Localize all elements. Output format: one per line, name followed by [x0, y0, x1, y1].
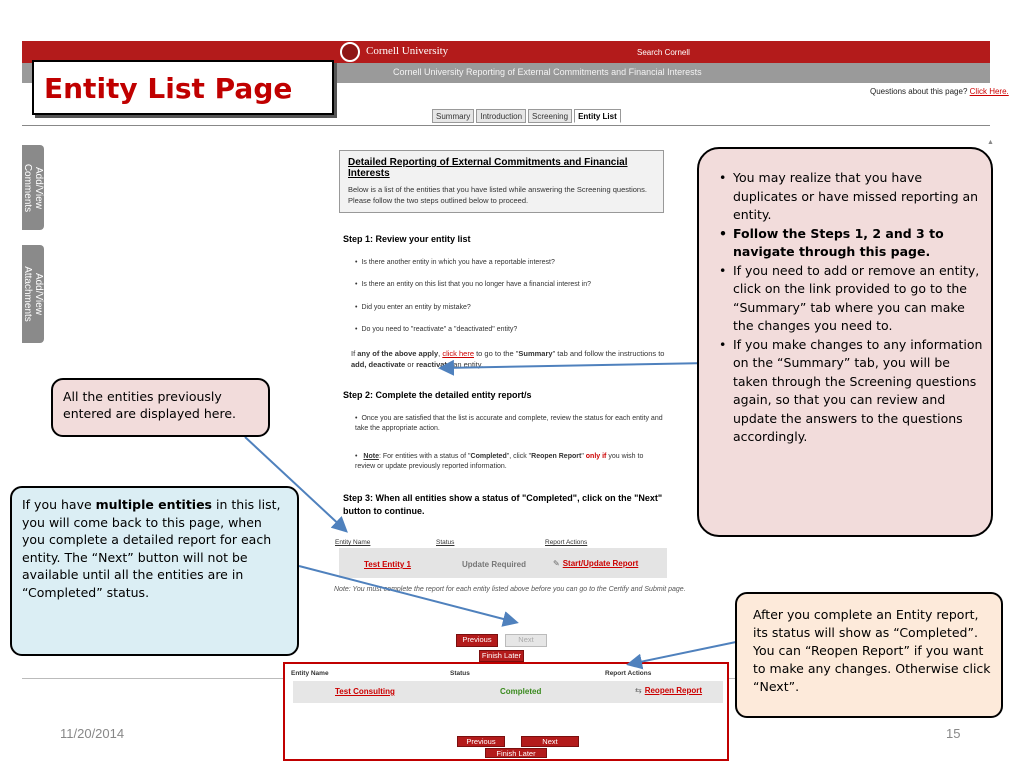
step1-bullet: • Did you enter an entity by mistake? — [355, 303, 471, 313]
inset-col-actions: Report Actions — [605, 670, 652, 677]
step2-note: • Note: For entities with a status of "Completed", click "Reopen Report" only if you wish to review or update previously reported information. — [355, 452, 665, 472]
scroll-up-arrow-icon[interactable]: ▲ — [987, 139, 994, 146]
callout-entities-displayed: All the entities previously entered are displayed here. — [51, 378, 270, 437]
step1-bullet: • Do you need to "reactivate" a "deactivated" entity? — [355, 325, 517, 335]
callout-tips — [697, 147, 993, 537]
col-status: Status — [436, 539, 455, 546]
questions-label: Questions about this page? — [870, 87, 968, 96]
reopen-report-link[interactable]: ⇆ Reopen Report — [635, 686, 703, 695]
add-view-attachments-label: Add/View Attachments — [22, 266, 44, 322]
entity-status: Update Required — [462, 560, 527, 569]
add-view-comments-label: Add/View Comments — [22, 163, 44, 212]
tab-entity-list[interactable]: Entity List — [574, 109, 621, 123]
search-cornell-link[interactable]: Search Cornell — [637, 48, 690, 57]
inset-next-button[interactable]: Next — [521, 736, 579, 747]
tab-summary[interactable]: Summary — [432, 109, 474, 123]
finish-later-button[interactable]: Finish Later — [479, 650, 524, 662]
inset-col-status: Status — [450, 670, 470, 677]
click-here-help-link[interactable]: Click Here. — [969, 87, 1009, 96]
site-subtitle: Cornell University Reporting of External Commitments and Financial Interests — [393, 67, 702, 77]
tip-item: • You may realize that you have duplicates or have missed reporting an entity. — [715, 169, 983, 225]
tab-screening[interactable]: Screening — [528, 109, 572, 123]
slide-page-number: 15 — [946, 726, 961, 741]
table-footnote: Note: You must complete the report for each entity listed above before you can go to the Certify and Submit page. — [334, 586, 686, 593]
step1-bullet: • Is there another entity in which you have a reportable interest? — [355, 258, 555, 268]
step1-bullet: • Is there an entity on this list that you no longer have a financial interest in? — [355, 280, 591, 290]
click-here-summary-link[interactable]: click here — [442, 349, 474, 358]
completed-status: Completed — [500, 687, 542, 696]
step1-heading: Step 1: Review your entity list — [343, 234, 471, 244]
slide-date: 11/20/2014 — [60, 726, 125, 741]
tab-introduction[interactable]: Introduction — [476, 109, 526, 123]
intro-title: Detailed Reporting of External Commitments and Financial Interests — [348, 157, 628, 179]
reopen-icon: ⇆ — [635, 686, 642, 695]
arrow-to-click-here — [442, 363, 710, 368]
completed-entity-link[interactable]: Test Consulting — [335, 687, 395, 696]
tip-item: • If you make changes to any information on the “Summary” tab, you will be taken through the Screening questions again, so that you can review and update the answers to the questions accordingly. — [715, 336, 983, 447]
next-button-disabled[interactable]: Next — [505, 634, 547, 647]
slide-title: Entity List Page — [44, 72, 293, 105]
col-report-actions: Report Actions — [545, 539, 588, 546]
step2-heading: Step 2: Complete the detailed entity report/s — [343, 390, 532, 400]
entity-name-link[interactable]: Test Entity 1 — [364, 560, 411, 569]
step3-heading: Step 3: When all entities show a status of "Completed", click on the "Next" button to continue. — [343, 493, 663, 516]
col-entity-name: Entity Name — [335, 539, 371, 546]
inset-col-entity: Entity Name — [291, 670, 329, 677]
tip-item: • If you need to add or remove an entity, click on the link provided to go to the “Summary” tab where you can make the changes you need to. — [715, 262, 983, 336]
inset-finish-later-button[interactable]: Finish Later — [485, 748, 547, 758]
pencil-icon: ✎ — [553, 559, 560, 568]
inset-previous-button[interactable]: Previous — [457, 736, 505, 747]
start-update-report-link[interactable]: ✎ Start/Update Report — [553, 559, 639, 568]
university-name[interactable]: Cornell University — [366, 45, 449, 57]
arrow-to-completed-status — [630, 642, 736, 664]
intro-text: Below is a list of the entities that you have listed while answering the Screening questions. Please follow the two steps outlined below to proceed. — [348, 185, 647, 205]
previous-button[interactable]: Previous — [456, 634, 498, 647]
callout-completed-note: After you complete an Entity report, its status will show as “Completed”. You can “Reopen Report” if you want to make any changes. Otherwise click “Next”. — [735, 592, 1003, 718]
callout-multiple-entities: If you have multiple entities in this list, you will come back to this page, when you complete a detailed report for each entity. The “Next” button will not be available until all the entities are in “Completed” status. — [10, 486, 299, 656]
step2-bullet: • Once you are satisfied that the list is accurate and complete, review the status for each entity and take the appropriate action. — [355, 414, 665, 434]
step1-note: If any of the above apply, click here to go to the "Summary" tab and follow the instructions to add, deactivate or reactivate an entity. — [351, 349, 665, 369]
arrow-to-next-button — [299, 566, 515, 622]
tip-item: • Follow the Steps 1, 2 and 3 to navigate through this page. — [715, 225, 983, 262]
